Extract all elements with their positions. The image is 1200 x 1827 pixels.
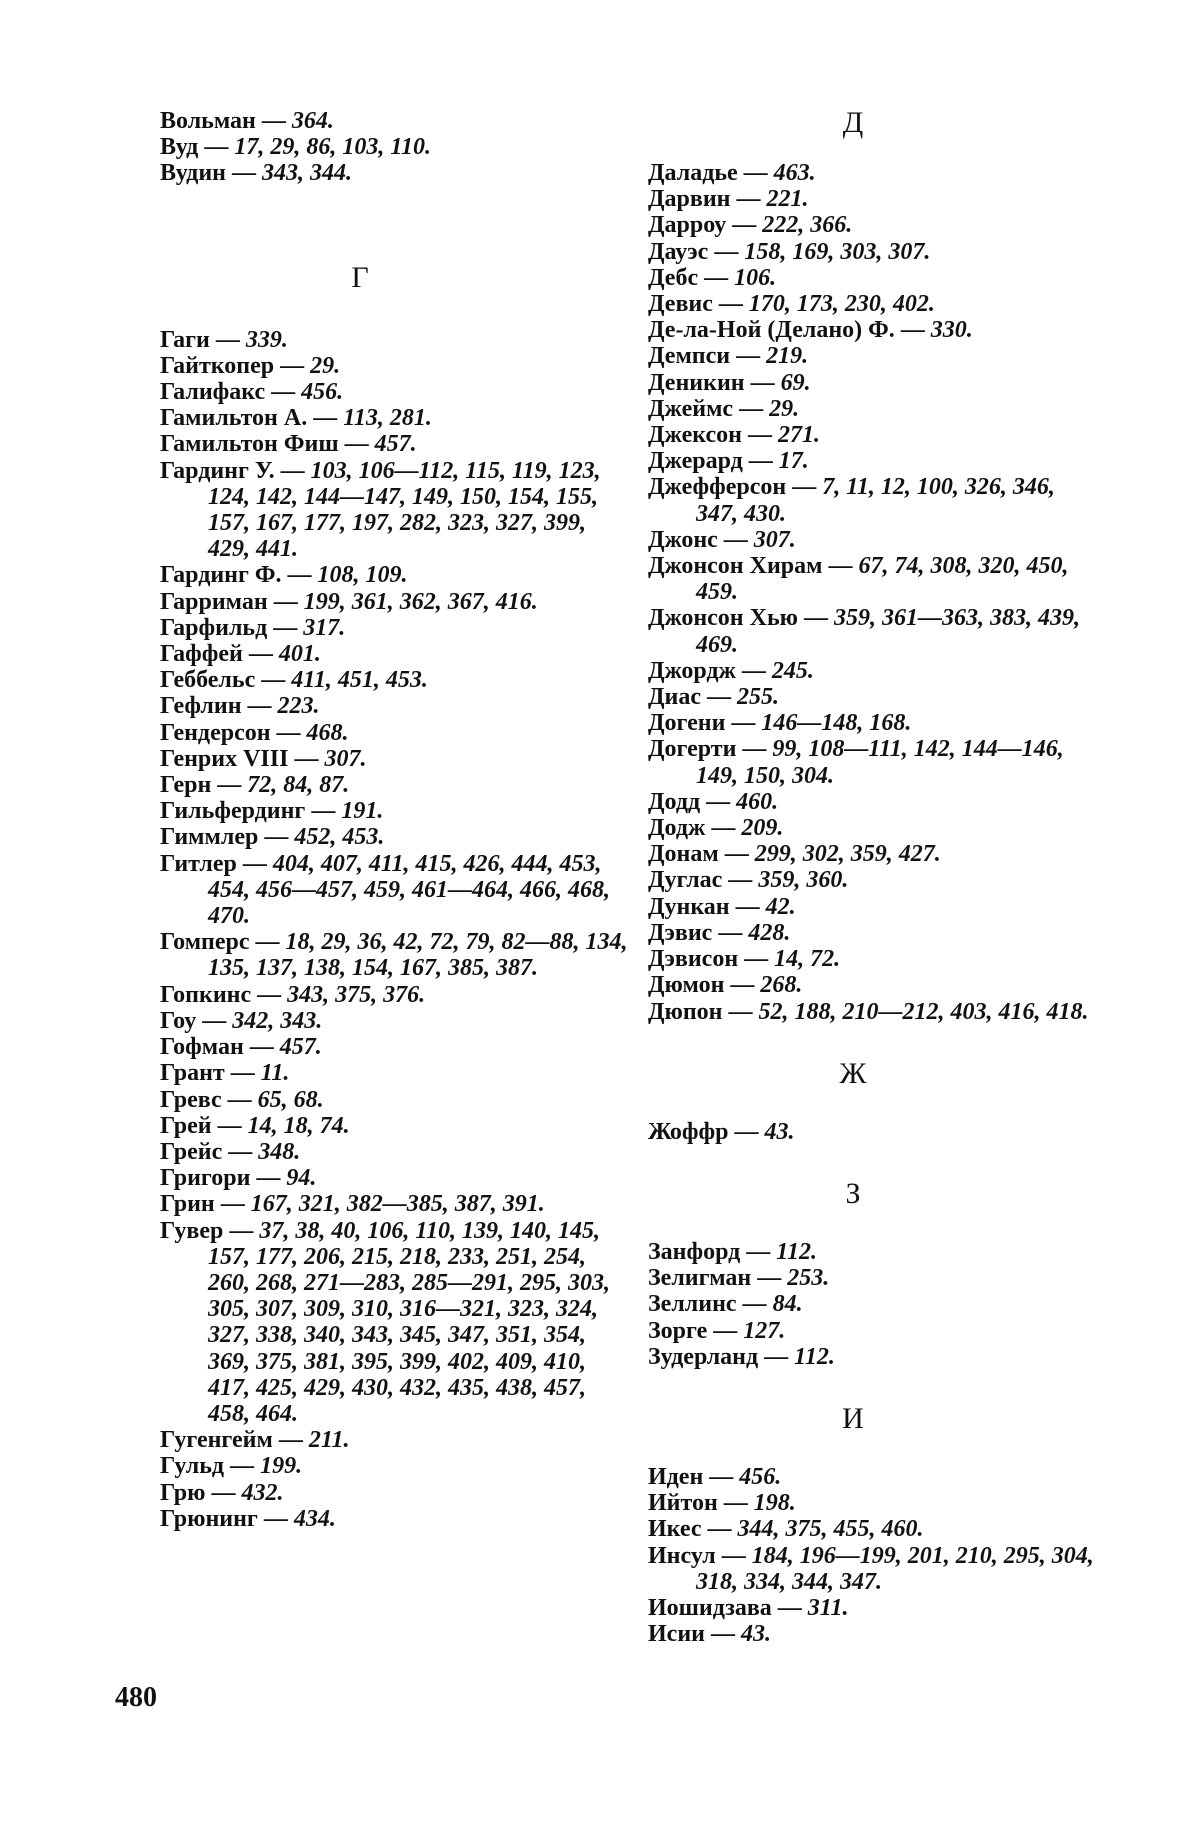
entry-pages: 52, 188, 210—212, 403, 416, 418. (758, 998, 1089, 1025)
section-letter-z: З (845, 1176, 861, 1210)
entry-pages: 99, 108—111, 142, 144—146, 149, 150, 304. (696, 736, 1064, 789)
entry-name: Джонс — (648, 526, 754, 553)
index-entry (648, 1239, 1098, 1265)
entry-pages: 14, 18, 74. (247, 1112, 350, 1139)
index-entry (648, 1621, 1098, 1647)
entry-name: Грюнинг — (160, 1505, 294, 1532)
entry-pages: 222, 366. (762, 212, 853, 239)
index-entry (160, 824, 630, 850)
index-entry (648, 789, 1098, 815)
index-entry (648, 841, 1098, 867)
index-entry (648, 1119, 1098, 1145)
entry-name: Икес — (648, 1516, 738, 1543)
index-entry (648, 212, 1098, 238)
entry-name: Деникин — (648, 369, 781, 396)
entry-pages: 343, 375, 376. (287, 981, 426, 1008)
entry-name: Исии — (648, 1621, 741, 1648)
entry-pages: 253. (787, 1265, 830, 1292)
index-entry (160, 720, 630, 746)
index-entry (160, 327, 630, 353)
right-column (648, 108, 1098, 1647)
index-entry (160, 458, 630, 563)
index-entry (648, 1344, 1098, 1370)
index-entry (160, 160, 630, 186)
entry-name: Ийтон — (648, 1490, 754, 1517)
entry-name: Вудин — (160, 160, 262, 187)
entry-pages: 211. (308, 1427, 350, 1454)
index-entry (648, 1291, 1098, 1317)
index-entry (160, 134, 630, 160)
entry-pages: 184, 196—199, 201, 210, 295, 304, 318, 334, 344, 347. (696, 1542, 1094, 1595)
entry-name: Дункан — (648, 893, 766, 920)
entry-name: Донам — (648, 841, 755, 868)
entry-pages: 43. (740, 1621, 771, 1648)
entry-pages: 463. (773, 160, 816, 186)
index-entry (160, 772, 630, 798)
entry-pages: 69. (780, 369, 811, 396)
entry-pages: 191. (341, 798, 384, 825)
entry-pages: 339. (245, 326, 288, 353)
index-entry (648, 396, 1098, 422)
entry-pages: 72, 84, 87. (247, 772, 350, 799)
index-entry (648, 1595, 1098, 1621)
page-number: 480 (115, 1682, 157, 1713)
entry-name: Джордж — (648, 657, 772, 684)
entry-name: Джонсон Хью — (648, 605, 834, 632)
index-entry (160, 929, 630, 981)
entry-pages: 271. (777, 422, 820, 449)
entry-pages: 468. (306, 719, 349, 746)
index-entry (648, 317, 1098, 343)
index-entry (648, 239, 1098, 265)
index-entry (648, 291, 1098, 317)
entries-z (648, 1239, 1098, 1370)
entry-name: Григори — (160, 1165, 287, 1192)
index-entry (160, 1191, 630, 1217)
entry-pages: 112. (776, 1238, 817, 1265)
entry-pages: 65, 68. (257, 1086, 324, 1113)
entry-name: Грант — (160, 1060, 261, 1087)
entry-pages: 330. (930, 317, 973, 344)
index-entry (648, 815, 1098, 841)
index-entry (160, 405, 630, 431)
entry-name: Гефлин — (160, 693, 278, 720)
entry-pages: 317. (303, 614, 346, 641)
entry-name: Зелигман — (648, 1265, 788, 1292)
index-entry (648, 1516, 1098, 1542)
entry-name: Джексон — (648, 422, 778, 449)
entry-name: Джеймс — (648, 395, 770, 422)
index-entry (648, 1464, 1098, 1490)
index-entry (648, 1543, 1098, 1595)
entry-name: Занфорд — (648, 1238, 777, 1265)
entry-pages: 343, 344. (261, 160, 352, 187)
entry-pages: 94. (286, 1165, 317, 1192)
entries-zh (648, 1119, 1098, 1145)
index-entry (160, 1113, 630, 1139)
index-entry (648, 553, 1098, 605)
index-entry (648, 186, 1098, 212)
entry-name: Гамильтон Фиш — (160, 431, 375, 458)
entry-name: Гопкинс — (160, 981, 288, 1008)
entry-name: Грей — (160, 1112, 248, 1139)
index-entry (160, 1060, 630, 1086)
index-entry (160, 1165, 630, 1191)
index-entry (648, 999, 1098, 1025)
entry-name: Грю — (160, 1479, 242, 1506)
entry-name: Джефферсон — (648, 474, 823, 501)
index-entry (648, 265, 1098, 291)
index-entry (160, 589, 630, 615)
entry-name: Гардинг У. — (160, 457, 311, 484)
entry-pages: 198. (753, 1490, 796, 1517)
section-letter-zh: Ж (839, 1056, 867, 1090)
entry-name: Даладье — (648, 160, 774, 186)
index-entry (160, 562, 630, 588)
entries-continued (160, 108, 630, 187)
entry-pages: 112. (794, 1343, 835, 1370)
entry-name: Грин — (160, 1191, 251, 1218)
entry-name: Гайткопер — (160, 352, 311, 379)
entry-pages: 364. (291, 108, 334, 134)
entries-d (648, 160, 1098, 1025)
entry-name: Гофман — (160, 1034, 280, 1061)
index-entry (160, 1218, 630, 1428)
index-entry (160, 1506, 630, 1532)
entry-pages: 404, 407, 411, 415, 426, 444, 453, 454, 456—457, 459, 461—464, 466, 468, 470. (208, 850, 610, 930)
entry-pages: 359, 361—363, 383, 439, 469. (696, 605, 1080, 658)
entry-pages: 268. (760, 972, 803, 999)
entry-pages: 17. (778, 448, 809, 475)
entry-pages: 344, 375, 455, 460. (737, 1516, 924, 1543)
entry-pages: 113, 281. (343, 405, 432, 432)
entry-pages: 223. (277, 693, 320, 720)
index-entry (160, 379, 630, 405)
index-entry (648, 343, 1098, 369)
left-column (160, 108, 630, 1532)
entry-pages: 14, 72. (774, 946, 841, 973)
entry-name: Джонсон Хирам — (648, 553, 859, 580)
entry-pages: 7, 11, 12, 100, 326, 346, 347, 430. (696, 474, 1055, 527)
entry-name: Де-ла-Ной (Делано) Ф. — (648, 317, 931, 344)
entry-pages: 84. (772, 1291, 803, 1318)
entry-name: Девис — (648, 291, 749, 318)
entry-name: Галифакс — (160, 379, 302, 406)
index-entry (160, 798, 630, 824)
entries-i (648, 1464, 1098, 1647)
index-entry (648, 1265, 1098, 1291)
index-entry (160, 982, 630, 1008)
entry-pages: 311. (807, 1594, 849, 1621)
entry-pages: 221. (766, 186, 809, 213)
entry-name: Зеллинс — (648, 1291, 773, 1318)
entry-name: Геббельс — (160, 667, 292, 694)
entry-name: Гувер — (160, 1217, 260, 1244)
index-entry (648, 920, 1098, 946)
entry-pages: 167, 321, 382—385, 387, 391. (250, 1191, 545, 1218)
entry-name: Дауэс — (648, 238, 745, 265)
entry-name: Дэвисон — (648, 946, 775, 973)
entry-name: Гугенгейм — (160, 1427, 309, 1454)
entry-name: Гендерсон — (160, 719, 307, 746)
index-entry (648, 710, 1098, 736)
entry-pages: 401. (278, 641, 321, 668)
entry-pages: 307. (753, 526, 796, 553)
index-entry (160, 1139, 630, 1165)
entry-pages: 29. (769, 395, 800, 422)
index-entry (648, 1318, 1098, 1344)
index-entry (648, 1490, 1098, 1516)
index-entry (160, 1087, 630, 1113)
index-entry (648, 867, 1098, 893)
index-entry (160, 746, 630, 772)
entry-pages: 146—148, 168. (761, 710, 912, 737)
entry-pages: 170, 173, 230, 402. (748, 291, 935, 318)
index-entry (160, 1034, 630, 1060)
entry-pages: 127. (743, 1317, 786, 1344)
entry-name: Грейс — (160, 1138, 259, 1165)
index-entry (648, 474, 1098, 526)
index-entry (160, 353, 630, 379)
index-entry (160, 1008, 630, 1034)
entry-pages: 457. (279, 1034, 322, 1061)
index-entry (160, 615, 630, 641)
entry-pages: 219. (766, 343, 809, 370)
entry-pages: 209. (741, 815, 784, 842)
entry-name: Герн — (160, 772, 248, 799)
entry-pages: 434. (293, 1505, 336, 1532)
index-entry (648, 946, 1098, 972)
entry-pages: 299, 302, 359, 427. (754, 841, 941, 868)
index-entry (160, 1480, 630, 1506)
entry-name: Дюпон — (648, 998, 759, 1025)
entry-pages: 460. (736, 788, 779, 815)
index-entry (648, 972, 1098, 998)
entry-name: Диас — (648, 684, 737, 711)
entry-name: Гаги — (160, 326, 246, 353)
index-entry (160, 431, 630, 457)
index-entry (160, 1453, 630, 1479)
entry-name: Вуд — (160, 134, 235, 161)
entry-name: Догерти — (648, 736, 773, 763)
entry-name: Гардинг Ф. — (160, 562, 318, 589)
entry-pages: 108, 109. (317, 562, 408, 589)
entry-pages: 106. (734, 264, 777, 291)
entry-name: Додж — (648, 815, 742, 842)
index-entry (648, 736, 1098, 788)
index-entry (648, 527, 1098, 553)
index-entry (160, 1427, 630, 1453)
entry-pages: 158, 169, 303, 307. (744, 238, 931, 265)
index-entry (160, 851, 630, 930)
index-entry (648, 370, 1098, 396)
entry-name: Гомперс — (160, 929, 286, 956)
entry-pages: 18, 29, 36, 42, 72, 79, 82—88, 134, 135, 137, 138, 154, 167, 385, 387. (208, 929, 628, 982)
entry-name: Гарфильд — (160, 614, 304, 641)
entry-pages: 428. (748, 919, 791, 946)
section-letter-d: Д (842, 106, 864, 139)
entry-pages: 307. (324, 745, 367, 772)
entry-name: Гревс — (160, 1086, 258, 1113)
index-entry (648, 894, 1098, 920)
index-entry (648, 605, 1098, 657)
entry-pages: 456. (739, 1463, 782, 1490)
entry-pages: 255. (737, 684, 779, 711)
entry-pages: 456. (301, 379, 344, 406)
entry-pages: 199. (260, 1453, 303, 1480)
entry-pages: 457. (374, 431, 417, 458)
entry-name: Джерард — (648, 448, 779, 475)
index-entry (160, 641, 630, 667)
entry-name: Дарвин — (648, 186, 767, 213)
entry-pages: 103, 106—112, 115, 119, 123, 124, 142, 144—147, 149, 150, 154, 155, 157, 167, 177, 197, 282, 323, 327, 399, 429, 441. (208, 457, 601, 563)
section-letter-i: И (842, 1401, 864, 1435)
entry-name: Иден — (648, 1463, 740, 1490)
entry-pages: 37, 38, 40, 106, 110, 139, 140, 145, 157, 177, 206, 215, 218, 233, 251, 254, 260, 268, 271—283, 285—291, 295, 303, 305, 307, 309, 310, 316—321, 323, 324, 327, 338, 340, 343, 345, 347, 351, 354, 369, 375, 381, 395, 399, 402, 409, 410, 417, 425, 429, 430, 432, 435, 438, 457, 458, 464. (208, 1217, 610, 1427)
entry-name: Гамильтон А. — (160, 405, 344, 432)
entry-name: Дарроу — (648, 212, 763, 239)
entry-pages: 245. (771, 657, 814, 684)
entry-pages: 432. (241, 1479, 284, 1506)
entry-pages: 359, 360. (758, 867, 849, 894)
index-entry (160, 667, 630, 693)
entry-name: Демпси — (648, 343, 767, 370)
entry-pages: 67, 74, 308, 320, 450, 459. (696, 553, 1069, 606)
entry-pages: 43. (764, 1118, 795, 1145)
entry-pages: 348. (258, 1138, 301, 1165)
entry-name: Гитлер — (160, 850, 273, 877)
index-entry (648, 658, 1098, 684)
entry-name: Гаффей — (160, 641, 279, 668)
index-entry (648, 448, 1098, 474)
entry-name: Дуглас — (648, 867, 759, 894)
entry-name: Дюмон — (648, 972, 761, 999)
entry-pages: 17, 29, 86, 103, 110. (234, 134, 432, 161)
entry-name: Зудерланд — (648, 1343, 795, 1370)
index-entry (160, 108, 630, 134)
entry-name: Дэвис — (648, 919, 749, 946)
entry-name: Иошидзава — (648, 1594, 808, 1621)
entry-name: Гиммлер — (160, 824, 295, 851)
entries-g (160, 327, 630, 1532)
entry-pages: 11. (260, 1060, 290, 1087)
index-entry (160, 693, 630, 719)
entry-pages: 411, 451, 453. (291, 667, 428, 694)
entry-name: Гильфердинг — (160, 798, 342, 825)
entry-name: Гоу — (160, 1007, 233, 1034)
entry-name: Додд — (648, 788, 737, 815)
index-entry (648, 684, 1098, 710)
entry-pages: 42. (765, 893, 796, 920)
index-entry (648, 422, 1098, 448)
entry-name: Генрих VIII — (160, 745, 325, 772)
entry-name: Дебс — (648, 264, 735, 291)
entry-name: Инсул — (648, 1542, 752, 1569)
entry-name: Жоффр — (648, 1118, 765, 1145)
entry-name: Вольман — (160, 108, 292, 134)
entry-pages: 29. (310, 352, 341, 379)
entry-name: Догени — (648, 710, 762, 737)
entry-pages: 199, 361, 362, 367, 416. (303, 588, 538, 615)
entry-name: Гульд — (160, 1453, 261, 1480)
section-letter-g: Г (351, 260, 369, 294)
index-entry (648, 160, 1098, 186)
entry-name: Гарриман — (160, 588, 304, 615)
entry-name: Зорге — (648, 1317, 744, 1344)
entry-pages: 452, 453. (294, 824, 385, 851)
entry-pages: 342, 343. (232, 1007, 323, 1034)
